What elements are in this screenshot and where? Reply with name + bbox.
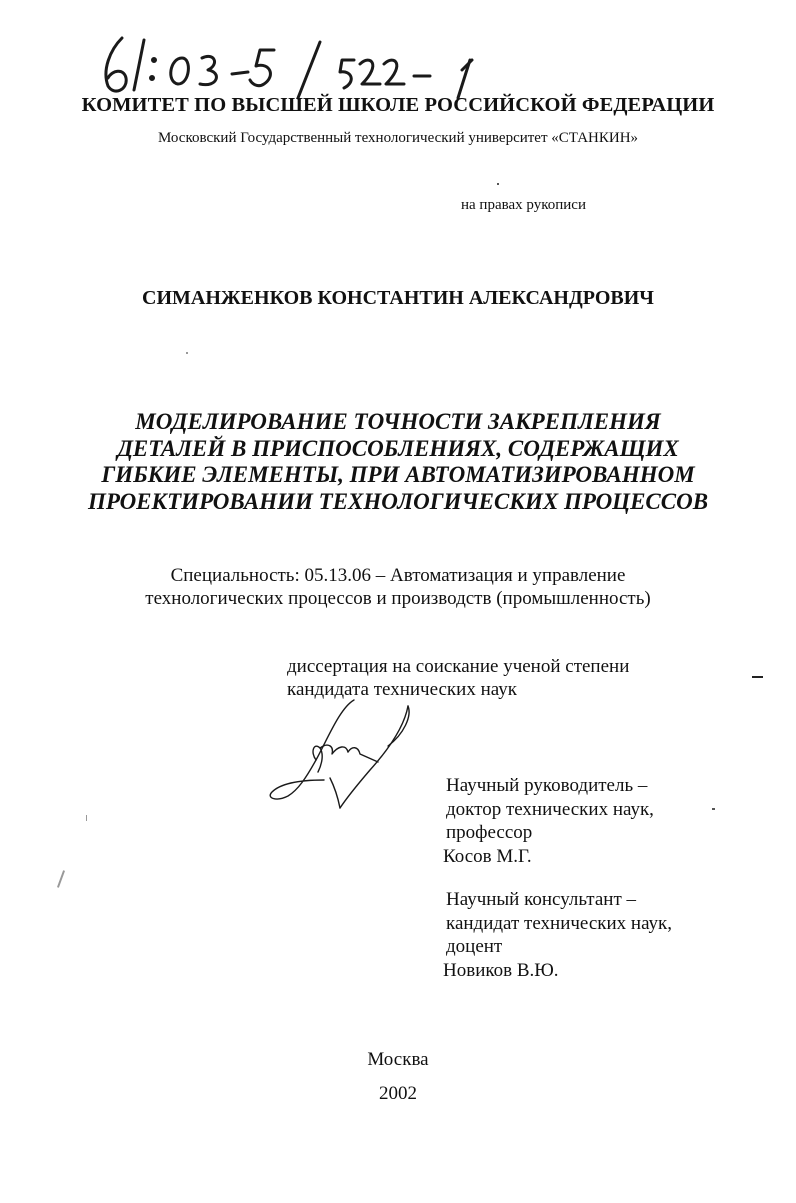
scan-speck [712, 808, 715, 810]
manuscript-rights-note: на правах рукописи [461, 197, 586, 213]
supervisor-block [443, 774, 654, 868]
dissertation-title [0, 409, 796, 515]
scan-speck [86, 815, 87, 821]
degree-line: диссертация на соискание ученой степени [287, 656, 630, 677]
supervisor-name: Косов М.Г. [443, 845, 532, 867]
university-name: Московский Государственный технологический университет «СТАНКИН» [157, 130, 639, 146]
supervisor-line: доктор технических наук, [446, 798, 654, 820]
supervisor-line: Научный руководитель – [446, 775, 648, 796]
committee-heading: КОМИТЕТ ПО ВЫСШЕЙ ШКОЛЕ РОССИЙСКОЙ ФЕДЕРАЦИИ [81, 94, 715, 116]
specialty-block [0, 564, 796, 610]
city: Москва [367, 1049, 429, 1070]
scan-speck [497, 183, 499, 185]
title-line: ГИБКИЕ ЭЛЕМЕНТЫ, ПРИ АВТОМАТИЗИРОВАННОМ [101, 462, 695, 487]
archive-handwritten-code [92, 20, 512, 100]
margin-dash-mark [752, 676, 763, 678]
author-name: СИМАНЖЕНКОВ КОНСТАНТИН АЛЕКСАНДРОВИЧ [142, 287, 654, 309]
consultant-block [443, 888, 673, 982]
consultant-name: Новиков В.Ю. [443, 959, 559, 981]
year: 2002 [379, 1083, 417, 1104]
consultant-line: доцент [446, 936, 503, 957]
scan-speck [186, 352, 188, 354]
scan-speck [57, 870, 65, 888]
signature-drawing [258, 688, 418, 813]
consultant-line: кандидат технических наук, [446, 912, 673, 934]
supervisor-line: профессор [446, 822, 533, 843]
handwritten-signature [258, 688, 418, 813]
title-line: МОДЕЛИРОВАНИЕ ТОЧНОСТИ ЗАКРЕПЛЕНИЯ [135, 409, 661, 434]
specialty-line: Специальность: 05.13.06 – Автоматизация и управление [170, 565, 626, 586]
title-line: ПРОЕКТИРОВАНИИ ТЕХНОЛОГИЧЕСКИХ ПРОЦЕССОВ [87, 488, 709, 514]
title-line: ДЕТАЛЕЙ В ПРИСПОСОБЛЕНИЯХ, СОДЕРЖАЩИХ [117, 435, 679, 461]
consultant-line: Научный консультант – [446, 889, 636, 910]
degree-line: кандидата технических наук [287, 679, 517, 700]
specialty-line: технологических процессов и производств (промышленность) [145, 588, 651, 609]
archive-code-drawing [92, 20, 512, 100]
